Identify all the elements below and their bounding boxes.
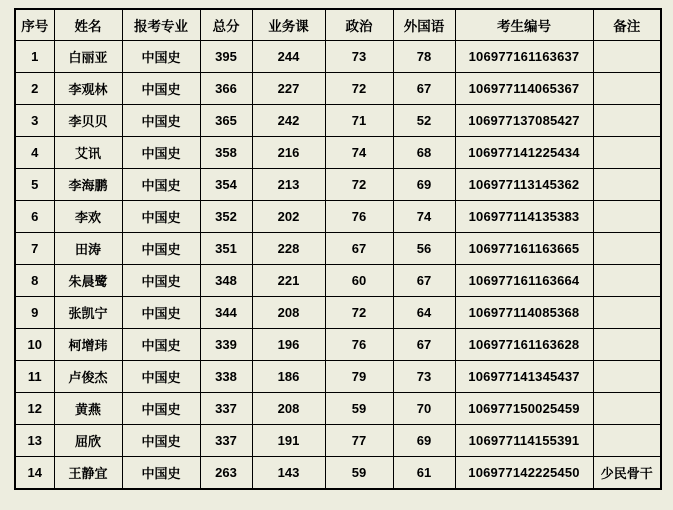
cell-name: 李欢	[54, 201, 122, 233]
cell-total: 338	[200, 361, 252, 393]
table-row	[15, 329, 661, 361]
cell-index: 12	[15, 393, 54, 425]
cell-politics: 79	[325, 361, 393, 393]
cell-name: 黄燕	[54, 393, 122, 425]
cell-course: 221	[252, 265, 325, 297]
cell-politics: 72	[325, 73, 393, 105]
cell-major: 中国史	[122, 425, 200, 457]
cell-remark	[593, 233, 661, 265]
cell-foreign: 61	[393, 457, 455, 490]
cell-course: 143	[252, 457, 325, 490]
cell-name: 王静宜	[54, 457, 122, 490]
cell-index: 13	[15, 425, 54, 457]
cell-candidate_id: 106977150025459	[455, 393, 593, 425]
cell-foreign: 69	[393, 169, 455, 201]
cell-politics: 76	[325, 329, 393, 361]
table-row	[15, 297, 661, 329]
cell-politics: 72	[325, 169, 393, 201]
cell-foreign: 56	[393, 233, 455, 265]
cell-remark	[593, 41, 661, 73]
cell-foreign: 64	[393, 297, 455, 329]
cell-remark	[593, 361, 661, 393]
cell-total: 339	[200, 329, 252, 361]
cell-major: 中国史	[122, 201, 200, 233]
cell-candidate_id: 106977141345437	[455, 361, 593, 393]
cell-index: 1	[15, 41, 54, 73]
cell-major: 中国史	[122, 105, 200, 137]
table-row	[15, 361, 661, 393]
cell-politics: 73	[325, 41, 393, 73]
cell-course: 242	[252, 105, 325, 137]
cell-name: 白丽亚	[54, 41, 122, 73]
cell-major: 中国史	[122, 265, 200, 297]
header-row	[15, 9, 661, 41]
column-header-index: 序号	[15, 9, 54, 41]
cell-index: 14	[15, 457, 54, 490]
cell-major: 中国史	[122, 41, 200, 73]
cell-total: 337	[200, 393, 252, 425]
column-header-course: 业务课	[252, 9, 325, 41]
cell-candidate_id: 106977114155391	[455, 425, 593, 457]
cell-remark	[593, 297, 661, 329]
column-header-politics: 政治	[325, 9, 393, 41]
cell-index: 3	[15, 105, 54, 137]
column-header-candidate_id: 考生编号	[455, 9, 593, 41]
column-header-foreign: 外国语	[393, 9, 455, 41]
cell-politics: 59	[325, 457, 393, 490]
cell-name: 李海鹏	[54, 169, 122, 201]
cell-candidate_id: 106977113145362	[455, 169, 593, 201]
cell-course: 216	[252, 137, 325, 169]
cell-course: 186	[252, 361, 325, 393]
table-row	[15, 393, 661, 425]
column-header-major: 报考专业	[122, 9, 200, 41]
cell-foreign: 67	[393, 73, 455, 105]
cell-name: 屈欣	[54, 425, 122, 457]
cell-foreign: 73	[393, 361, 455, 393]
cell-index: 4	[15, 137, 54, 169]
cell-total: 354	[200, 169, 252, 201]
cell-foreign: 52	[393, 105, 455, 137]
column-header-name: 姓名	[54, 9, 122, 41]
cell-politics: 60	[325, 265, 393, 297]
cell-total: 365	[200, 105, 252, 137]
cell-candidate_id: 106977114135383	[455, 201, 593, 233]
cell-politics: 74	[325, 137, 393, 169]
cell-candidate_id: 106977114085368	[455, 297, 593, 329]
score-table	[14, 8, 662, 490]
cell-index: 7	[15, 233, 54, 265]
cell-candidate_id: 106977137085427	[455, 105, 593, 137]
cell-major: 中国史	[122, 361, 200, 393]
cell-politics: 77	[325, 425, 393, 457]
cell-politics: 71	[325, 105, 393, 137]
cell-index: 2	[15, 73, 54, 105]
cell-major: 中国史	[122, 329, 200, 361]
table-row	[15, 105, 661, 137]
cell-remark: 少民骨干	[593, 457, 661, 490]
cell-major: 中国史	[122, 457, 200, 490]
cell-foreign: 68	[393, 137, 455, 169]
cell-total: 344	[200, 297, 252, 329]
cell-name: 田涛	[54, 233, 122, 265]
cell-candidate_id: 106977114065367	[455, 73, 593, 105]
table-header	[15, 9, 661, 41]
cell-candidate_id: 106977141225434	[455, 137, 593, 169]
cell-remark	[593, 265, 661, 297]
cell-foreign: 69	[393, 425, 455, 457]
cell-remark	[593, 169, 661, 201]
cell-remark	[593, 105, 661, 137]
cell-course: 244	[252, 41, 325, 73]
cell-index: 9	[15, 297, 54, 329]
cell-index: 6	[15, 201, 54, 233]
cell-remark	[593, 425, 661, 457]
cell-total: 366	[200, 73, 252, 105]
cell-course: 202	[252, 201, 325, 233]
cell-major: 中国史	[122, 169, 200, 201]
score-table-container	[14, 8, 662, 490]
cell-course: 196	[252, 329, 325, 361]
cell-name: 李贝贝	[54, 105, 122, 137]
cell-major: 中国史	[122, 137, 200, 169]
cell-remark	[593, 201, 661, 233]
cell-course: 208	[252, 393, 325, 425]
cell-foreign: 67	[393, 329, 455, 361]
cell-total: 395	[200, 41, 252, 73]
cell-total: 351	[200, 233, 252, 265]
cell-remark	[593, 73, 661, 105]
table-row	[15, 73, 661, 105]
column-header-total: 总分	[200, 9, 252, 41]
cell-foreign: 70	[393, 393, 455, 425]
cell-course: 208	[252, 297, 325, 329]
cell-course: 227	[252, 73, 325, 105]
table-row	[15, 169, 661, 201]
cell-course: 191	[252, 425, 325, 457]
cell-total: 358	[200, 137, 252, 169]
table-row	[15, 265, 661, 297]
cell-remark	[593, 137, 661, 169]
cell-major: 中国史	[122, 233, 200, 265]
cell-foreign: 74	[393, 201, 455, 233]
cell-candidate_id: 106977161163665	[455, 233, 593, 265]
cell-course: 213	[252, 169, 325, 201]
cell-index: 10	[15, 329, 54, 361]
cell-name: 李观林	[54, 73, 122, 105]
cell-candidate_id: 106977161163628	[455, 329, 593, 361]
cell-name: 艾讯	[54, 137, 122, 169]
cell-index: 11	[15, 361, 54, 393]
cell-politics: 67	[325, 233, 393, 265]
cell-politics: 72	[325, 297, 393, 329]
cell-name: 柯增玮	[54, 329, 122, 361]
cell-major: 中国史	[122, 393, 200, 425]
cell-total: 348	[200, 265, 252, 297]
column-header-remark: 备注	[593, 9, 661, 41]
table-row	[15, 233, 661, 265]
cell-remark	[593, 329, 661, 361]
cell-major: 中国史	[122, 297, 200, 329]
cell-foreign: 67	[393, 265, 455, 297]
cell-remark	[593, 393, 661, 425]
table-body	[15, 41, 661, 490]
cell-candidate_id: 106977161163637	[455, 41, 593, 73]
cell-name: 张凯宁	[54, 297, 122, 329]
cell-index: 8	[15, 265, 54, 297]
cell-index: 5	[15, 169, 54, 201]
cell-course: 228	[252, 233, 325, 265]
table-row	[15, 201, 661, 233]
table-row	[15, 425, 661, 457]
cell-name: 卢俊杰	[54, 361, 122, 393]
cell-name: 朱晨鹭	[54, 265, 122, 297]
cell-total: 263	[200, 457, 252, 490]
cell-major: 中国史	[122, 73, 200, 105]
cell-candidate_id: 106977161163664	[455, 265, 593, 297]
table-row	[15, 137, 661, 169]
cell-total: 337	[200, 425, 252, 457]
table-row	[15, 457, 661, 490]
cell-total: 352	[200, 201, 252, 233]
table-row	[15, 41, 661, 73]
cell-politics: 59	[325, 393, 393, 425]
cell-politics: 76	[325, 201, 393, 233]
cell-candidate_id: 106977142225450	[455, 457, 593, 490]
cell-foreign: 78	[393, 41, 455, 73]
